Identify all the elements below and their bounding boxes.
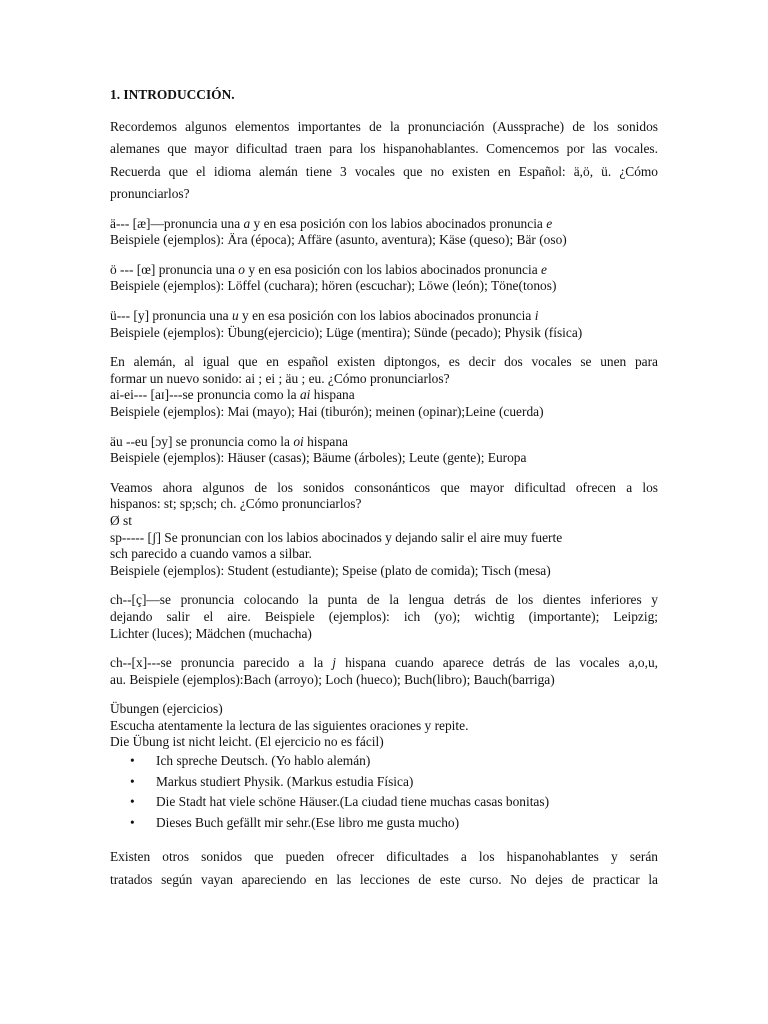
ch-velar-block (110, 655, 658, 688)
diphthong-eu-rule: äu --eu [ɔy] se pronuncia como la oi hispana (110, 433, 348, 449)
closing-line: tratados según vayan apareciendo en las lecciones de este curso. No dejes de practicar la (110, 871, 658, 887)
vowel-block-u-umlaut (110, 308, 658, 341)
exercise-list (110, 751, 658, 833)
diphthong-eu-block (110, 434, 658, 467)
bullet-icon: • (130, 814, 135, 830)
diphthong-ai-rule: ai-ei--- [aɪ]---se pronuncia como la ai hispana (110, 387, 355, 403)
bullet-icon: • (130, 753, 135, 769)
list-item: • Ich spreche Deutsch. (Yo hablo alemán) (130, 751, 658, 772)
diphthong-intro-line: formar un nuevo sonido: ai ; ei ; äu ; eu. ¿Cómo pronunciarlos? (110, 370, 450, 386)
consonant-intro-line: Veamos ahora algunos de los sonidos consonánticos que mayor dificultad ofrecen a los (110, 479, 658, 495)
exercises-heading: Übungen (ejercicios) (110, 701, 223, 717)
exercises-instruction: Escucha atentamente la lectura de las siguientes oraciones y repite. (110, 717, 469, 733)
ch-palatal-block (110, 592, 658, 642)
ch-palatal-line: Lichter (luces); Mädchen (muchacha) (110, 625, 312, 641)
list-item: • Die Stadt hat viele schöne Häuser.(La ciudad tiene muchas casas bonitas) (130, 792, 658, 813)
vowel-rule: ü--- [y] pronuncia una u y en esa posición con los labios abocinados pronuncia i (110, 308, 539, 323)
diphthong-block (110, 354, 658, 420)
consonant-sch-rule: sch parecido a cuando vamos a silbar. (110, 546, 312, 562)
vowel-rule: ä--- [æ]—pronuncia una a y en esa posición con los labios abocinados pronuncia e (110, 215, 553, 231)
ch-velar-examples: au. Beispiele (ejemplos):Bach (arroyo); Loch (hueco); Buch(libro); Bauch(barriga) (110, 671, 555, 687)
vowel-rule: ö --- [œ] pronuncia una o y en esa posición con los labios abocinados pronuncia e (110, 261, 547, 277)
list-item: • Markus studiert Physik. (Markus estudia Física) (130, 772, 658, 793)
consonant-st: Ø st (110, 512, 132, 528)
intro-paragraph: Recordemos algunos elementos importantes de la pronunciación (Aussprache) de los sonidos alemanes que mayor dificultad traen para los hispanohablantes. Comencemos por las vocales. Recuerda que el idioma alemán tiene 3 vocales que no existen en Español: ä,ö, ü. ¿Cómo pronunciarlos? (110, 119, 658, 202)
closing-line: Existen otros sonidos que pueden ofrecer dificultades a los hispanohablantes y serán (110, 849, 658, 865)
vowel-examples: Beispiele (ejemplos): Löffel (cuchara); hören (escuchar); Löwe (león); Töne(tonos) (110, 278, 557, 294)
diphthong-intro-line: En alemán, al igual que en español existen diptongos, es decir dos vocales se unen para (110, 354, 658, 370)
vowel-block-o-umlaut (110, 262, 658, 295)
vowel-examples: Beispiele (ejemplos): Ära (época); Affäre (asunto, aventura); Käse (queso); Bär (oso) (110, 232, 567, 248)
exercises-block (110, 701, 658, 833)
section-title: 1. INTRODUCCIÓN. (110, 87, 235, 102)
consonant-block (110, 480, 658, 580)
list-item: • Dieses Buch gefällt mir sehr.(Ese libro me gusta mucho) (130, 813, 658, 834)
consonant-sp-rule: sp----- [ʃ] Se pronuncian con los labios abocinados y dejando salir el aire muy fuerte (110, 529, 563, 545)
ch-palatal-line: ch--[ç]—se pronuncia colocando la punta de la lengua detrás de los dientes inferiores y (110, 592, 658, 608)
closing-paragraph (110, 846, 658, 891)
vowel-block-a-umlaut (110, 216, 658, 249)
ch-palatal-line: dejando salir el aire. Beispiele (ejemplos): ich (yo); wichtig (importante); Leipzig; (110, 608, 658, 624)
diphthong-eu-examples: Beispiele (ejemplos): Häuser (casas); Bäume (árboles); Leute (gente); Europa (110, 450, 527, 466)
consonant-intro-line: hispanos: st; sp;sch; ch. ¿Cómo pronunciarlos? (110, 496, 362, 512)
bullet-icon: • (130, 773, 135, 789)
diphthong-ai-examples: Beispiele (ejemplos): Mai (mayo); Hai (tiburón); meinen (opinar);Leine (cuerda) (110, 403, 544, 419)
consonant-examples: Beispiele (ejemplos): Student (estudiante); Speise (plato de comida); Tisch (mesa) (110, 562, 551, 578)
exercises-example: Die Übung ist nicht leicht. (El ejercicio no es fácil) (110, 734, 384, 750)
ch-velar-rule: ch--[x]---se pronuncia parecido a la j hispana cuando aparece detrás de las vocales a,o,u, (110, 655, 658, 671)
vowel-examples: Beispiele (ejemplos): Übung(ejercicio); Lüge (mentira); Sünde (pecado); Physik (física) (110, 324, 583, 340)
document-body (110, 86, 658, 891)
bullet-icon: • (130, 794, 135, 810)
